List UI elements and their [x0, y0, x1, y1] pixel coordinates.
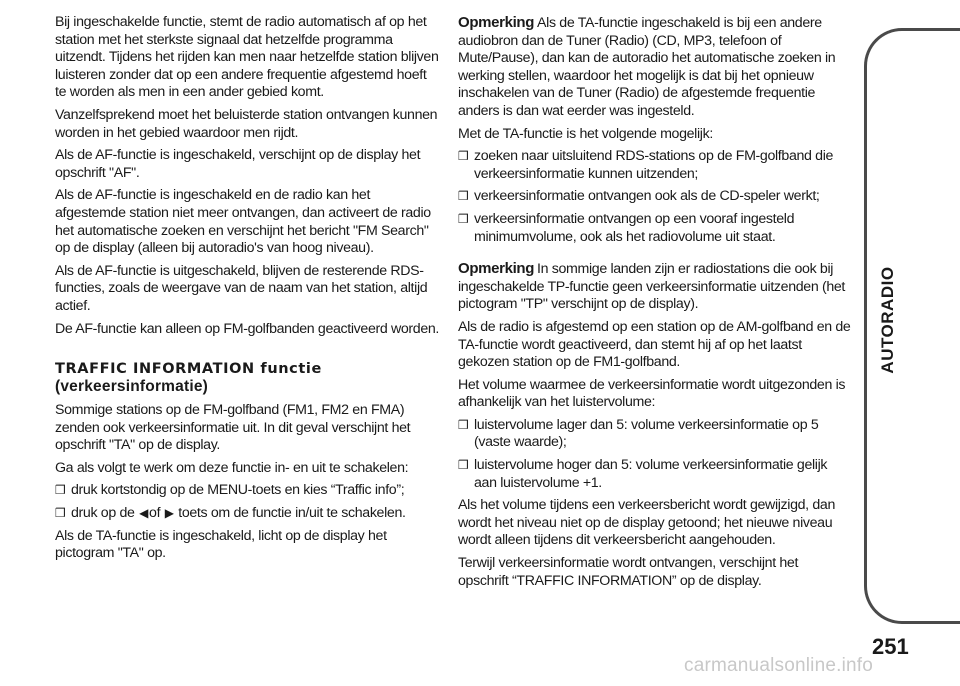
checkbox-square-icon: ❒ [458, 189, 469, 204]
checkbox-square-icon: ❒ [55, 483, 66, 498]
checkbox-square-icon: ❒ [55, 506, 66, 521]
list-item: ❒ verkeersinformatie ontvangen op een vooraf ingesteld minimumvolume, ook als het radiovolume uit staat. [458, 210, 795, 245]
list-item: ❒ luistervolume lager dan 5: volume verkeersinformatie op 5 (vaste waarde); [458, 416, 819, 451]
remark-label: Opmerking [458, 14, 535, 31]
list-item: ❒ druk kortstondig op de MENU-toets en kies “Traffic info”; [55, 482, 405, 499]
paragraph: Vanzelfsprekend moet het beluisterde station ontvangen kunnen worden in het gebied waardoor men rijdt. [55, 106, 438, 141]
triangle-left-icon: ◀ [139, 506, 149, 521]
list-item: ❒ luistervolume hoger dan 5: volume verkeersinformatie gelijk aan luistervolume +1. [458, 457, 828, 491]
paragraph: Als de TA-functie is ingeschakeld, licht op de display het pictogram "TA" op. [55, 527, 387, 562]
paragraph: Terwijl verkeersinformatie wordt ontvangen, verschijnt het opschrift “TRAFFIC INFORMATION” op de display. [458, 555, 799, 589]
checkbox-square-icon: ❒ [458, 417, 469, 432]
watermark: carmanualsonline.info [684, 655, 874, 676]
remark: Opmerking In sommige landen zijn er radiostations die ook bij ingeschakelde TP-functie geen verkeersinformatie uitzenden (het pictogram "TP" verschijnt op de display). [458, 260, 845, 313]
right-column [458, 14, 852, 595]
paragraph: Met de TA-functie is het volgende mogelijk: [458, 125, 713, 142]
remark-label: Opmerking [458, 260, 535, 278]
list-item: ❒ zoeken naar uitsluitend RDS-stations op de FM-golfband die verkeersinformatie kunnen uitzenden; [458, 148, 834, 182]
paragraph: Als de AF-functie is uitgeschakeld, blijven de resterende RDS-functies, zoals de weergave van de naam van het station, altijd actief. [55, 262, 428, 314]
section-heading-title: TRAFFIC INFORMATION functie [55, 361, 322, 378]
paragraph: Als het volume tijdens een verkeersbericht wordt gewijzigd, dan wordt het niveau niet op de display getoond; het nieuwe niveau wordt alleen tijdens dit verkeersbericht aangehouden. [458, 497, 835, 549]
chapter-label: AUTORADIO [878, 266, 897, 374]
paragraph: Ga als volgt te werk om deze functie in- en uit te schakelen: [55, 459, 409, 476]
section-heading [55, 360, 441, 396]
page-number: 251 [872, 634, 909, 659]
remark: Opmerking Als de TA-functie ingeschakeld is bij een andere audiobron dan de Tuner (Radio) (CD, MP3, telefoon of Mute/Pause), dan kan de autoradio het automatische zoeken in werking stellen, waardoor het mogelijk is dat bij het opnieuw inschakelen van de Tuner (Radio) de afgestemde frequentie anders is dan wat eerder was ingesteld. [458, 14, 836, 119]
checkbox-square-icon: ❒ [458, 149, 469, 164]
checkbox-square-icon: ❒ [458, 458, 469, 473]
paragraph: Als de AF-functie is ingeschakeld en de radio kan het afgestemde station niet meer ontvangen, dan activeert de radio het automatische zoeken en verschijnt het bericht "FM Search" op de display (alleen bij autoradio's van hoog niveau). [55, 187, 431, 257]
triangle-right-icon: ▶ [164, 506, 174, 521]
list-item: ❒ druk op de ◀of ▶ toets om de functie in/uit te schakelen. [55, 505, 406, 522]
paragraph: De AF-functie kan alleen op FM-golfbanden geactiveerd worden. [55, 320, 440, 337]
paragraph: Sommige stations op de FM-golfband (FM1, FM2 en FMA) zenden ook verkeersinformatie uit. In dit geval verschijnt het opschrift "TA" op de display. [55, 402, 411, 454]
checkbox-square-icon: ❒ [458, 211, 469, 226]
paragraph: Bij ingeschakelde functie, stemt de radio automatisch af op het station met het sterkste signaal dat hetzelfde programma uitzendt. Tijdens het rijden kan men naar hetzelfde station blijven luisteren zonder dat op een andere frequentie afgestemd hoeft te worden als men in een ander gebied komt. [55, 14, 439, 101]
paragraph: Als de radio is afgestemd op een station op de AM-golfband en de TA-functie wordt geactiveerd, dan stemt hij af op het laatst gekozen station op de FM1-golfband. [458, 318, 851, 371]
paragraph: Als de AF-functie is ingeschakeld, verschijnt op de display het opschrift "AF". [55, 147, 421, 181]
section-heading-subtitle: (verkeersinformatie) [55, 378, 209, 396]
paragraph: Het volume waarmee de verkeersinformatie wordt uitgezonden is afhankelijk van het luistervolume: [458, 376, 846, 411]
list-item: ❒ verkeersinformatie ontvangen ook als de CD-speler werkt; [458, 188, 820, 205]
left-column [55, 14, 441, 568]
